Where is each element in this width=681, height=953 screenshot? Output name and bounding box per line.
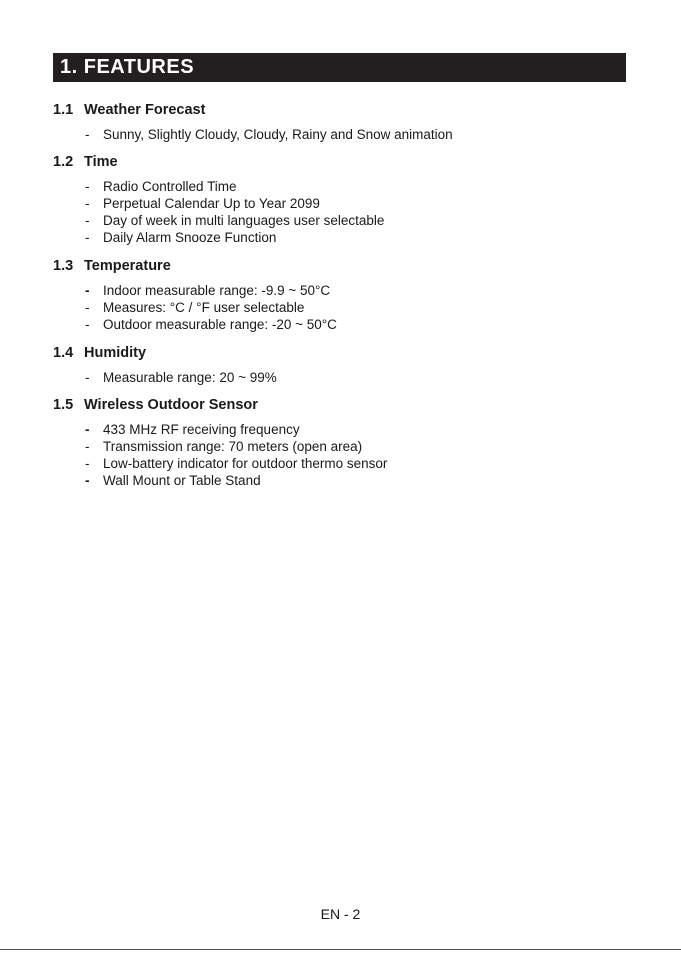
list-item-text: Perpetual Calendar Up to Year 2099 [103,196,320,211]
list-item [53,455,633,472]
section-heading [53,101,633,119]
list-item-text: Day of week in multi languages user selectable [103,213,385,228]
section-number: 1.5 [53,397,74,413]
list-item-text: Measures: °C / °F user selectable [103,300,305,315]
section-number: 1.2 [53,154,74,170]
section-heading-text: Temperature [84,258,171,274]
section-heading [53,396,633,414]
bullet-dash: - [85,456,90,471]
bullet-dash: - [85,196,90,211]
section-title-bar [53,53,626,82]
list-item-text: Low-battery indicator for outdoor thermo sensor [103,456,388,471]
list-item [53,369,633,386]
bullet-dash: - [85,300,90,315]
page-title: 1. FEATURES [60,56,195,78]
list-item-text: Daily Alarm Snooze Function [103,230,277,245]
section-heading-text: Humidity [84,345,147,361]
list-item-text: Wall Mount or Table Stand [103,473,261,488]
section-wireless-outdoor-sensor [53,396,633,489]
section-heading [53,257,633,275]
list-item-text: Radio Controlled Time [103,179,237,194]
list-item [53,229,633,246]
page-bottom-divider [0,949,681,950]
bullet-dash: - [85,317,90,332]
list-item [53,282,633,299]
feature-list [53,178,633,246]
bullet-dash: - [85,473,90,488]
list-item-text: Transmission range: 70 meters (open area) [103,439,363,454]
section-number: 1.1 [53,102,74,118]
list-item [53,438,633,455]
section-heading-text: Weather Forecast [84,102,206,118]
bullet-dash: - [85,283,90,298]
section-number: 1.3 [53,258,74,274]
bullet-dash: - [85,230,90,245]
list-item [53,178,633,195]
section-temperature [53,257,633,333]
list-item [53,126,633,143]
page-number: EN - 2 [320,906,361,922]
section-heading [53,153,633,171]
list-item [53,472,633,489]
list-item [53,421,633,438]
section-heading-text: Wireless Outdoor Sensor [84,397,258,413]
list-item-text: Outdoor measurable range: -20 ~ 50°C [103,317,337,332]
list-item-text: Measurable range: 20 ~ 99% [103,370,277,385]
list-item [53,299,633,316]
bullet-dash: - [85,179,90,194]
bullet-dash: - [85,127,90,142]
feature-list [53,369,633,386]
section-number: 1.4 [53,345,74,361]
section-time [53,153,633,246]
section-humidity [53,344,633,386]
feature-list [53,282,633,333]
feature-list [53,126,633,143]
list-item-text: Sunny, Slightly Cloudy, Cloudy, Rainy and Snow animation [103,127,453,142]
bullet-dash: - [85,370,90,385]
list-item [53,316,633,333]
bullet-dash: - [85,422,90,437]
bullet-dash: - [85,439,90,454]
section-heading [53,344,633,362]
section-heading-text: Time [84,154,118,170]
list-item [53,212,633,229]
bullet-dash: - [85,213,90,228]
list-item [53,195,633,212]
section-weather-forecast [53,101,633,143]
feature-list [53,421,633,489]
list-item-text: Indoor measurable range: -9.9 ~ 50°C [103,283,331,298]
list-item-text: 433 MHz RF receiving frequency [103,422,300,437]
